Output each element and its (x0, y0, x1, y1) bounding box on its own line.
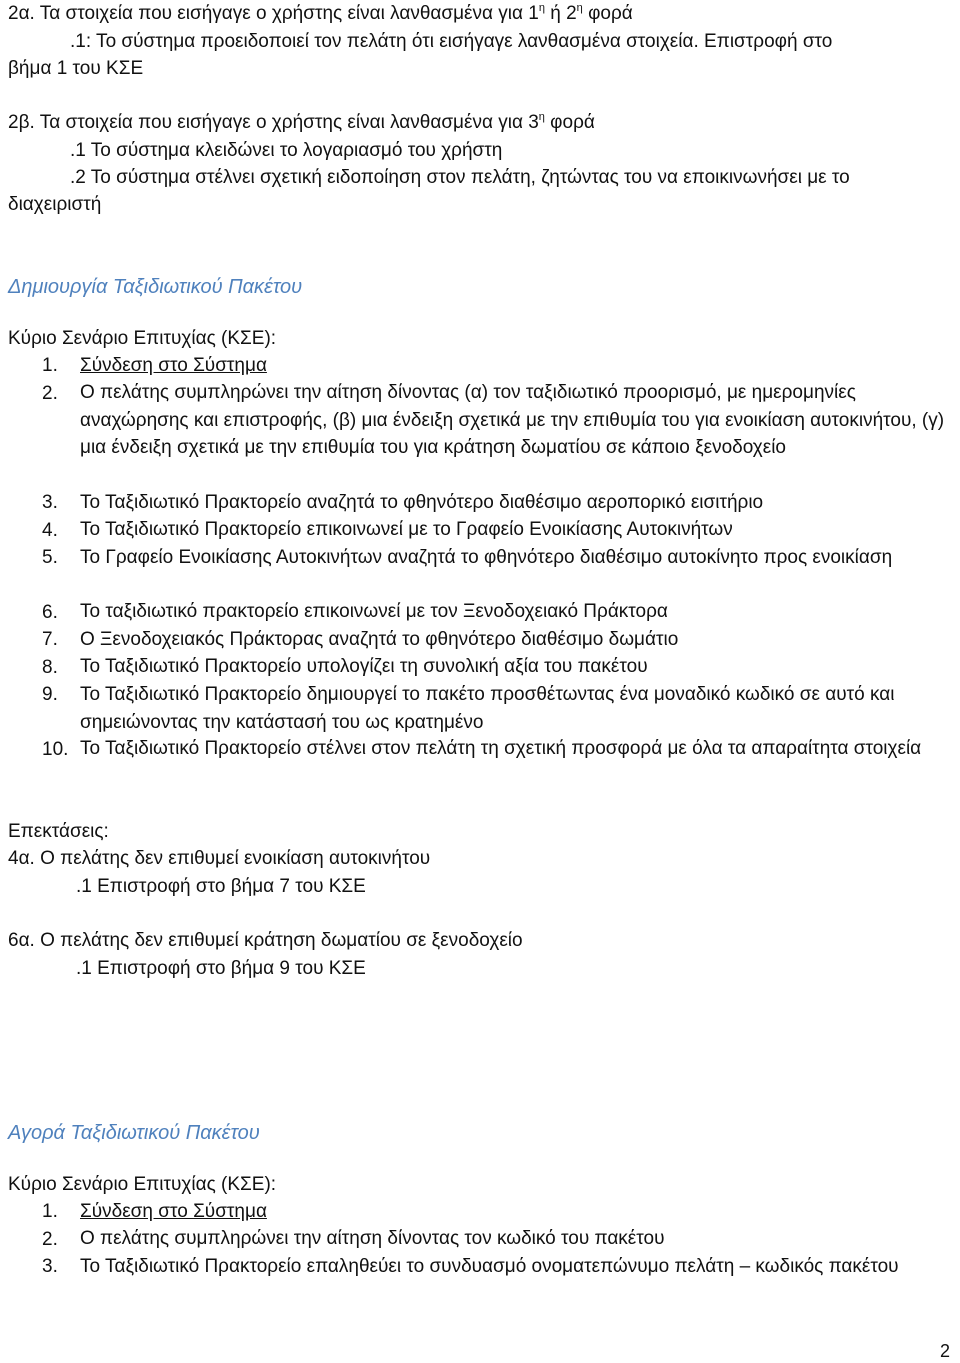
step-number: 4. (42, 520, 58, 541)
step-text: Το Ταξιδιωτικό Πρακτορείο αναζητά το φθηνότερο διαθέσιμο αεροπορικό εισιτήριο (80, 492, 764, 513)
step-text: Ο πελάτης συμπληρώνει την αίτηση δίνοντας (α) τον ταξιδιωτικό προορισμό, με ημερομηνίες αναχώρησης και επιστροφής, (β) μια ένδειξη σχετικά με την επιθυμία του για ενοικίαση αυτοκινήτου, (γ) μια ένδειξη σχετικά με την επιθυμία του για κράτηση δωματίου σε κάποιο ξενοδοχείο (80, 382, 945, 458)
kse-label: Κύριο Σενάριο Επιτυχίας (ΚΣΕ): (8, 1174, 277, 1195)
page-number: 2 (939, 1341, 950, 1361)
ext-2b-2-line: .2 Το σύστημα στέλνει σχετική ειδοποίηση στον πελάτη, ζητώντας του να εποικινωνήσει με το (70, 167, 850, 188)
step-text: Το Ταξιδιωτικό Πρακτορείο δημιουργεί το πακέτο προσθέτωντας ένα μοναδικό κωδικό σε αυτό και σημειώνοντας την κατάστασή του ως κρατημένο (80, 684, 895, 733)
step-number: 9. (42, 684, 58, 705)
step-number: 10. (42, 739, 69, 760)
step-number: 2. (42, 1229, 58, 1250)
ext-2b-2-cont: διαχειριστή (8, 194, 102, 215)
ext-4a-line: 4α. Ο πελάτης δεν επιθυμεί ενοικίαση αυτοκινήτου (8, 848, 431, 869)
ext-2a-line: 2α. Τα στοιχεία που εισήγαγε ο χρήστης είναι λανθασμένα για $1^\eta$ ή $2^\eta$ φορά (8, 2, 633, 24)
step-number: 6. (42, 602, 58, 623)
step-number: 8. (42, 657, 58, 678)
section-title-create-package: Δημιουργία Ταξιδιωτικού Πακέτου (8, 276, 303, 298)
ext-4a-1-line: .1 Επιστροφή στο βήμα 7 του ΚΣΕ (76, 876, 366, 897)
ext-2a-1-cont: βήμα 1 του ΚΣΕ (8, 58, 144, 79)
step-number: 3. (42, 492, 58, 513)
step-text: Το Ταξιδιωτικό Πρακτορείο στέλνει στον πελάτη τη σχετική προσφορά με όλα τα απαραίτητα στοιχεία (80, 738, 922, 759)
step-text: Το ταξιδιωτικό πρακτορείο επικοινωνεί με τον Ξενοδοχειακό Πράκτορα (80, 601, 668, 622)
step-text: Το Ταξιδιωτικό Πρακτορείο επαληθεύει το συνδυασμό ονοματεπώνυμο πελάτη – κωδικός πακέτου (80, 1256, 899, 1277)
step-number: 1. (42, 1201, 58, 1222)
ext-2b-1-line: .1 Το σύστημα κλειδώνει το λογαριασμό του χρήστη (70, 140, 503, 161)
step-text-login[interactable]: Σύνδεση στο Σύστημα (80, 1201, 267, 1222)
extensions-label: Επεκτάσεις: (8, 821, 109, 842)
step-number: 2. (42, 383, 58, 404)
step-number: 7. (42, 629, 58, 650)
ext-2a-1-line: .1: Το σύστημα προειδοποιεί τον πελάτη ότι εισήγαγε λανθασμένα στοιχεία. Επιστροφή στο (70, 31, 833, 52)
ext-6a-line: 6α. Ο πελάτης δεν επιθυμεί κράτηση δωματίου σε ξενοδοχείο (8, 930, 523, 951)
step-text: Ο πελάτης συμπληρώνει την αίτηση δίνοντας τον κωδικό του πακέτου (80, 1228, 665, 1249)
step-number: 1. (42, 355, 58, 376)
ext-6a-1-line: .1 Επιστροφή στο βήμα 9 του ΚΣΕ (76, 958, 366, 979)
ext-2b-line: 2β. Τα στοιχεία που εισήγαγε ο χρήστης είναι λανθασμένα για $3^\eta$ φορά (8, 111, 595, 133)
step-text: Ο Ξενοδοχειακός Πράκτορας αναζητά το φθηνότερο διαθέσιμο δωμάτιο (80, 629, 679, 650)
step-text-login[interactable]: Σύνδεση στο Σύστημα (80, 355, 267, 376)
kse-label: Κύριο Σενάριο Επιτυχίας (ΚΣΕ): (8, 328, 277, 349)
section-title-buy-package: Αγορά Ταξιδιωτικού Πακέτου (8, 1122, 260, 1144)
step-text: Το Γραφείο Ενοικίασης Αυτοκινήτων αναζητά το φθηνότερο διαθέσιμο αυτοκίνητο προς ενοικίαση (80, 547, 893, 568)
step-number: 5. (42, 547, 58, 568)
step-text: Το Ταξιδιωτικό Πρακτορείο υπολογίζει τη συνολική αξία του πακέτου (80, 656, 648, 677)
step-text: Το Ταξιδιωτικό Πρακτορείο επικοινωνεί με το Γραφείο Ενοικίασης Αυτοκινήτων (80, 519, 733, 540)
step-number: 3. (42, 1256, 58, 1277)
